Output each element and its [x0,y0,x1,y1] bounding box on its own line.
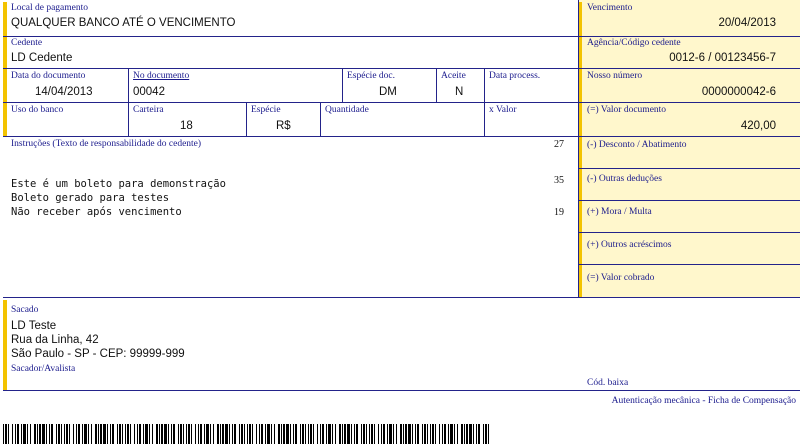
barcode-bar [23,424,26,444]
barcode-bar [278,424,280,444]
barcode-bar [76,424,77,444]
carteira-label: Carteira [133,105,164,115]
barcode-bar [286,424,289,444]
data-documento-value: 14/04/2013 [35,86,93,98]
barcode-bar [293,424,294,444]
barcode-bar [347,424,350,444]
barcode-bar [186,424,187,444]
mora-multa-label: (+) Mora / Multa [587,207,652,217]
nosso-numero-value: 0000000042-6 [701,86,776,98]
barcode-bar [39,424,41,444]
barcode-bar [3,424,4,444]
desconto-label: (-) Desconto / Abatimento [587,140,687,150]
barcode-bar [259,424,260,444]
barcode-bar [64,424,65,444]
barcode-bar [145,424,148,444]
barcode-bar [261,424,263,444]
rule-row1 [3,36,800,37]
outros-acrescimos-label: (+) Outros acréscimos [587,240,672,250]
barcode-bar [448,424,449,444]
barcode-bar [61,424,62,444]
barcode-bar [206,424,209,444]
barcode-bar [130,424,131,444]
barcode-bar [234,424,236,444]
barcode-bar [8,424,9,444]
barcode-bar [73,424,74,444]
rule-v4 [484,68,485,136]
data-documento-label: Data do documento [11,71,86,81]
rule-sacado-bottom [3,390,800,391]
instrucoes-line: Não receber após vencimento [11,206,182,218]
accent-bar-uso-banco [3,102,7,136]
barcode-bar [454,424,455,444]
barcode-bar [295,424,297,444]
barcode-bar [424,424,426,444]
cedente-value: LD Cedente [11,52,73,64]
barcode-bar [69,424,70,444]
barcode-bar [34,424,36,444]
barcode-bar [427,424,428,444]
barcode-bar [432,424,434,444]
barcode-bar [200,424,202,444]
barcode-bar [217,424,219,444]
local-pagamento-label: Local de pagamento [11,3,89,13]
barcode-bar [183,424,184,444]
sacador-avalista-label: Sacador/Avalista [11,364,76,374]
rule-v6 [320,102,321,136]
barcode-bar [100,424,102,444]
uso-banco-label: Uso do banco [11,105,64,115]
instrucoes-margin-number: 19 [554,207,564,218]
barcode-bar [122,424,123,444]
barcode-bar [396,424,397,444]
rule-desconto [578,168,800,169]
barcode-bar [344,424,346,444]
barcode-bar [56,424,57,444]
sacado-line: Rua da Linha, 42 [11,334,99,346]
barcode-bar [339,424,341,444]
barcode-bar [415,424,416,444]
barcode-bar [112,424,114,444]
barcode-bar [302,424,304,444]
barcode-bar [326,424,327,444]
accent-bar-sacado [3,300,7,390]
barcode-bar [149,424,150,444]
barcode-bar [84,424,87,444]
barcode-bar [317,424,318,444]
barcode-bar [220,424,221,444]
barcode-bar [168,424,169,444]
barcode-bar [374,424,375,444]
barcode-bar [393,424,394,444]
vencimento-value: 20/04/2013 [718,17,776,29]
outras-deducoes-label: (-) Outras deduções [587,174,662,184]
quantidade-label: Quantidade [325,105,369,115]
barcode-bar [213,424,214,444]
barcode-bar [252,424,253,444]
barcode-bar [127,424,129,444]
barcode-bar [310,424,312,444]
barcode-bar [267,424,270,444]
instrucoes-label: Instruções (Texto de responsabilidade do cedente) [11,139,202,149]
local-pagamento-value: QUALQUER BANCO ATÉ O VENCIMENTO [11,17,236,29]
barcode-bar [335,424,336,444]
barcode-bar [473,424,474,444]
barcode-bar [30,424,31,444]
barcode-bar [351,424,352,444]
barcode-bar [469,424,472,444]
barcode-bar [256,424,257,444]
rule-acrescimos [578,264,800,265]
barcode-bar [239,424,240,444]
rule-v1 [128,68,129,136]
barcode-bar [485,424,487,444]
barcode-bar [371,424,373,444]
barcode-bar [125,424,126,444]
barcode-bar [229,424,230,444]
accent-bar-cedente [3,36,7,68]
barcode-bar [171,424,172,444]
barcode-bar [180,424,182,444]
barcode-bar [466,424,468,444]
cod-baixa-label: Cód. baixa [587,378,629,388]
barcode-bar [91,424,92,444]
numero-documento-label: No documento [133,71,190,81]
barcode-bar [110,424,111,444]
barcode-bar [478,424,480,444]
valor-documento-value: 420,00 [740,120,776,132]
rule-v5 [246,102,247,136]
barcode-bar [369,424,370,444]
barcode-bar [381,424,382,444]
barcode-bar [461,424,463,444]
especie-value: R$ [276,120,291,132]
barcode-bar [198,424,199,444]
data-processamento-label: Data process. [489,71,541,81]
rule-row3 [3,102,800,103]
barcode-bar [383,424,385,444]
barcode-bar [232,424,233,444]
x-valor-label: x Valor [489,105,517,115]
cedente-label: Cedente [11,38,43,48]
barcode-bar [156,424,158,444]
barcode-bar [422,424,423,444]
barcode-bar [363,424,365,444]
barcode-bar [42,424,45,444]
barcode-bar [354,424,355,444]
instrucoes-line: Este é um boleto para demonstração [11,178,226,190]
barcode-bar [328,424,331,444]
agencia-codigo-value: 0012-6 / 00123456-7 [669,52,776,64]
barcode-bar [12,424,13,444]
barcode-bar [400,424,402,444]
barcode-bar [82,424,83,444]
barcode-bar [444,424,446,444]
barcode-bar [17,424,19,444]
barcode-bar [361,424,362,444]
instrucoes-line: Boleto gerado para testes [11,192,170,204]
aceite-label: Aceite [441,71,466,81]
vencimento-label: Vencimento [587,3,633,13]
barcode-bar [320,424,321,444]
barcode-bar [195,424,196,444]
barcode-bar [117,424,118,444]
rule-deducoes [578,200,800,201]
barcode-bar [95,424,97,444]
barcode-bar [139,424,141,444]
barcode-bar [204,424,205,444]
barcode-bar [46,424,47,444]
autenticacao-label: Autenticação mecânica - Ficha de Compensação [611,396,796,406]
barcode-bar [476,424,477,444]
rule-v3 [436,68,437,102]
accent-bar-data-doc [3,68,7,102]
barcode-bar [161,424,163,444]
barcode-bar [119,424,121,444]
especie-label: Espécie [251,105,281,115]
barcode-bar [152,424,153,444]
rule-row4 [3,136,800,137]
barcode-bar [430,424,431,444]
barcode-bar [387,424,388,444]
barcode-bar [225,424,228,444]
barcode-bar [265,424,266,444]
barcode-bar [439,424,440,444]
barcode-bar [173,424,175,444]
barcode-bar [366,424,367,444]
barcode-bar [159,424,160,444]
barcode-bar [281,424,282,444]
barcode-bar [137,424,138,444]
barcode-bar [222,424,224,444]
barcode-bar [191,424,192,444]
barcode-bar [300,424,301,444]
barcode-bar [332,424,333,444]
barcode-bar [58,424,60,444]
barcode-bar [78,424,80,444]
barcode-bar [107,424,108,444]
numero-documento-value: 00042 [133,86,165,98]
barcode-bar [305,424,306,444]
barcode-bar [27,424,28,444]
sacado-label: Sacado [11,305,39,315]
barcode-bar [51,424,53,444]
rule-row2 [3,68,800,69]
agencia-codigo-label: Agência/Código cedente [587,38,681,48]
nosso-numero-label: Nosso número [587,71,643,81]
rule-v2 [342,68,343,102]
barcode-bar [178,424,179,444]
barcode-bar [249,424,251,444]
valor-documento-label: (=) Valor documento [587,105,667,115]
rule-sacado-top [3,297,800,298]
sacado-line: São Paulo - SP - CEP: 99999-999 [11,348,185,360]
barcode-bar [98,424,99,444]
rule-main-divider [578,0,579,297]
barcode-bar [405,424,407,444]
barcode-bar [442,424,443,444]
especie-doc-label: Espécie doc. [347,71,396,81]
barcode-bar [464,424,465,444]
rule-mora [578,232,800,233]
barcode-bar [37,424,38,444]
barcode-bar [342,424,343,444]
barcode-bar [450,424,453,444]
barcode-bar [378,424,379,444]
instrucoes-margin-number: 35 [554,175,564,186]
barcode-bar [308,424,309,444]
aceite-value: N [455,86,464,98]
carteira-value: 18 [180,120,193,132]
barcode-bar [290,424,291,444]
barcode-bar [457,424,458,444]
barcode-bar [283,424,285,444]
barcode-bar [134,424,135,444]
barcode-bar [322,424,324,444]
barcode-bar [271,424,272,444]
instrucoes-margin-number: 27 [554,139,564,150]
sacado-line: LD Teste [11,320,57,332]
barcode-bar [408,424,411,444]
barcode-bar [15,424,16,444]
barcode-bar [188,424,190,444]
barcode-bar [210,424,211,444]
barcode [3,424,493,444]
barcode-bar [488,424,489,444]
barcode-bar [88,424,89,444]
accent-bar-local [3,2,7,36]
barcode-bar [435,424,436,444]
especie-doc-value: DM [379,86,397,98]
barcode-bar [241,424,243,444]
barcode-bar [356,424,358,444]
barcode-bar [244,424,245,444]
barcode-bar [103,424,106,444]
barcode-bar [412,424,413,444]
barcode-bar [274,424,275,444]
barcode-bar [313,424,314,444]
barcode-bar [483,424,484,444]
barcode-bar [247,424,248,444]
barcode-bar [66,424,68,444]
barcode-bar [143,424,144,444]
barcode-bar [21,424,22,444]
valor-cobrado-label: (=) Valor cobrado [587,273,655,283]
barcode-bar [389,424,392,444]
barcode-bar [49,424,50,444]
barcode-bar [5,424,7,444]
barcode-bar [164,424,167,444]
barcode-bar [403,424,404,444]
barcode-bar [417,424,419,444]
